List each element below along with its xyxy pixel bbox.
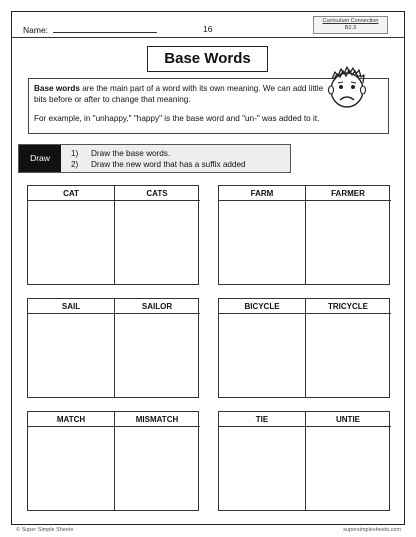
new-word-header: UNTIE [305, 412, 391, 427]
instruction-step: 1) Draw the base words. [71, 149, 171, 158]
new-word-drawing-area[interactable] [305, 314, 390, 398]
name-label: Name: [23, 25, 49, 35]
base-word-drawing-area[interactable] [28, 201, 113, 285]
base-word-drawing-area[interactable] [28, 314, 113, 398]
word-pair-grid-farm [218, 185, 390, 285]
name-row [23, 24, 157, 35]
base-word-drawing-area[interactable] [219, 314, 304, 398]
base-word-header: CAT [28, 186, 114, 201]
definition-text [34, 83, 329, 105]
new-word-header: SAILOR [114, 299, 200, 314]
header-divider [11, 37, 405, 38]
name-input-line[interactable] [53, 24, 157, 33]
new-word-drawing-area[interactable] [114, 201, 199, 285]
footer-copyright: © Super Simple Sheets [16, 527, 74, 533]
base-word-header: SAIL [28, 299, 114, 314]
new-word-drawing-area[interactable] [305, 427, 390, 511]
new-word-drawing-area[interactable] [114, 427, 199, 511]
sad-face-icon [326, 61, 368, 111]
curriculum-connection-box [313, 16, 388, 34]
new-word-header: TRICYCLE [305, 299, 391, 314]
page-number: 16 [203, 24, 213, 34]
new-word-header: CATS [114, 186, 200, 201]
instructions-block [18, 144, 291, 173]
base-word-drawing-area[interactable] [28, 427, 113, 511]
new-word-header: FARMER [305, 186, 391, 201]
new-word-drawing-area[interactable] [305, 201, 390, 285]
base-word-drawing-area[interactable] [219, 427, 304, 511]
base-word-header: FARM [219, 186, 305, 201]
new-word-drawing-area[interactable] [114, 314, 199, 398]
word-pair-grid-match [27, 411, 199, 511]
word-pair-grid-tie [218, 411, 390, 511]
base-word-header: MATCH [28, 412, 114, 427]
page-title: Base Words [147, 46, 268, 72]
footer-website[interactable]: supersimplesheets.com [343, 527, 401, 533]
instruction-step: 2) Draw the new word that has a suffix added [71, 160, 246, 169]
base-word-header: BICYCLE [219, 299, 305, 314]
instruction-steps [71, 148, 246, 170]
base-word-drawing-area[interactable] [219, 201, 304, 285]
definition-term: Base words [34, 84, 80, 93]
word-pair-grid-sail [27, 298, 199, 398]
definition-rest: are the main part of a word with its own meaning. We can add little bits before or after to change that meaning. [34, 84, 324, 104]
example-text: For example, in "unhappy," "happy" is the base word and "un-" was added to it. [34, 114, 320, 123]
base-word-header: TIE [219, 412, 305, 427]
new-word-header: MISMATCH [114, 412, 200, 427]
curriculum-title: Curriculum Connection [322, 18, 379, 24]
draw-label: Draw [19, 145, 61, 172]
word-pair-grid-bicycle [218, 298, 390, 398]
word-pair-grid-cat [27, 185, 199, 285]
curriculum-code: B2.3 [344, 25, 357, 31]
